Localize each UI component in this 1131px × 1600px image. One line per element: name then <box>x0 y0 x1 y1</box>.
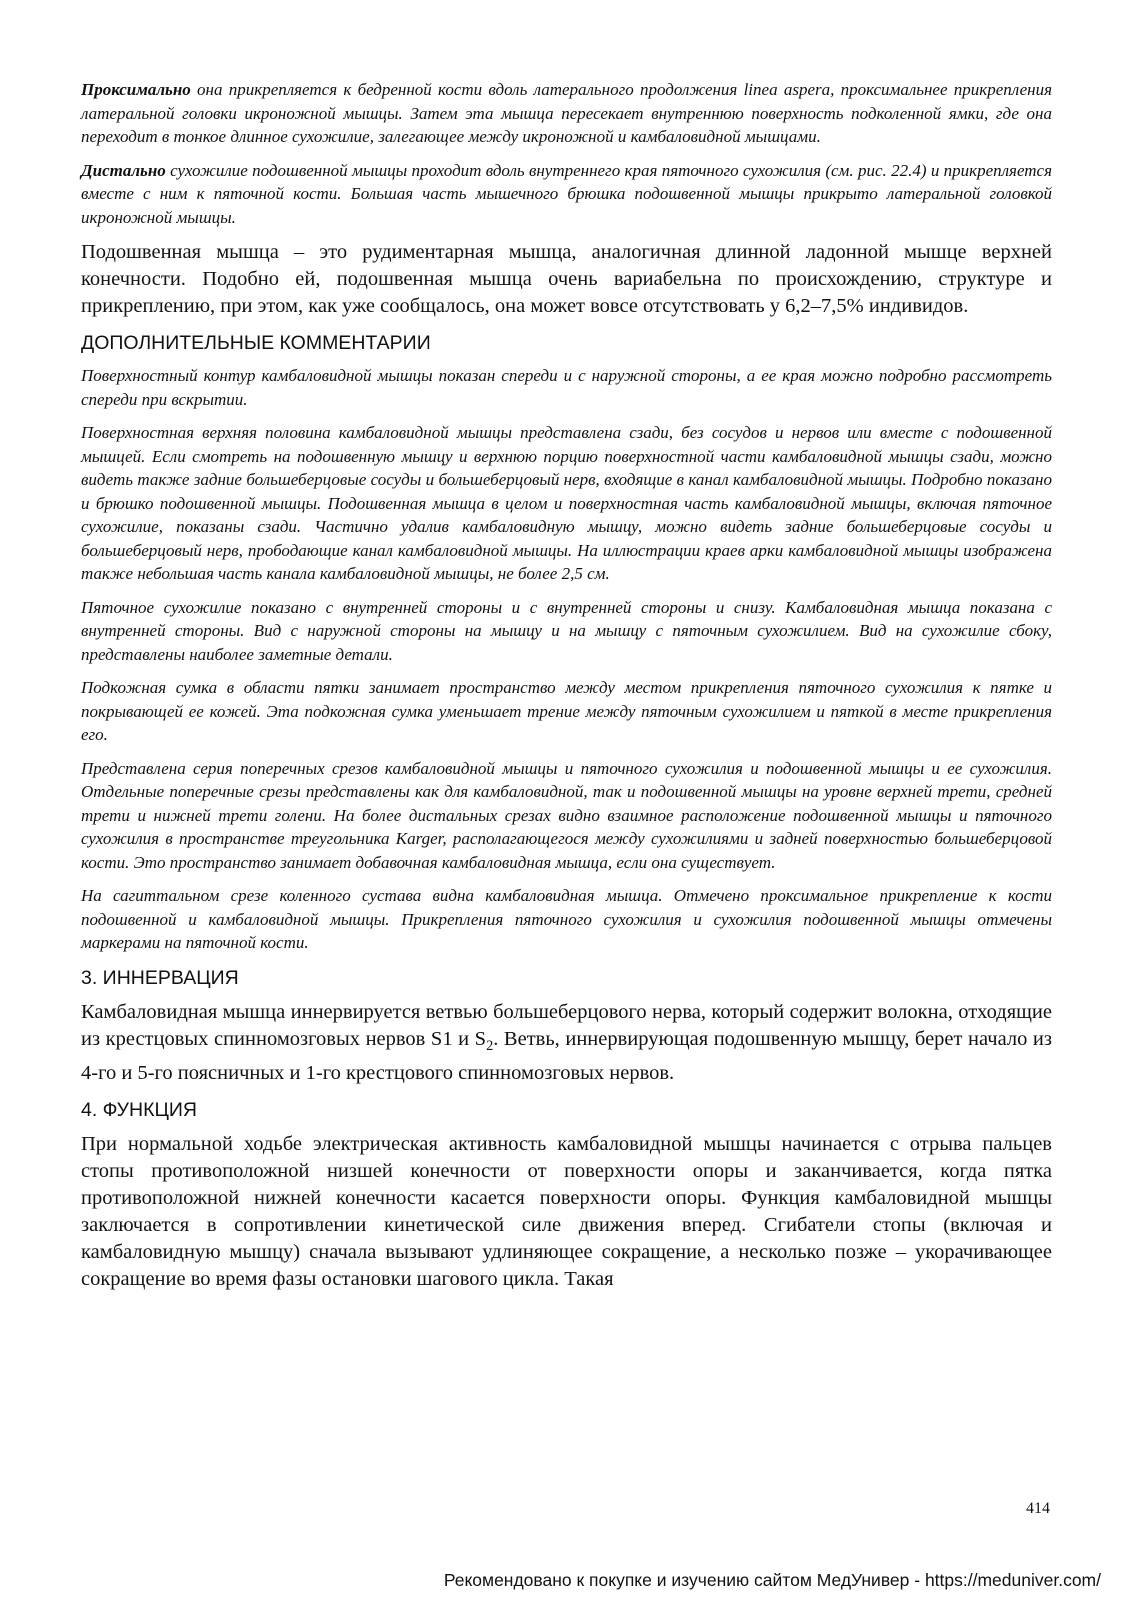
footer-recommendation: Рекомендовано к покупке и изучению сайтом МедУнивер - https://meduniver.com/ <box>443 1570 1101 1590</box>
document-page <box>81 78 1052 1303</box>
comment-6: На сагиттальном срезе коленного сустава видна камбаловидная мышца. Отмечено проксимальное прикрепление к кости подошвенной и камбаловидной мышцы. Прикрепления пяточного сухожилия и сухожилия подошвенной мышцы отмечены маркерами на пяточной кости. <box>81 886 1052 952</box>
innervation-text-a: Камбаловидная мышца иннервируется ветвью большеберцового нерва, который содержит волокна, отходящие из крестцовых спинномозговых нервов S1 и S <box>81 1000 1052 1050</box>
paragraph-distal <box>81 159 1052 230</box>
heading-innervation: 3. ИННЕРВАЦИЯ <box>81 966 239 989</box>
paragraph-function: При нормальной ходьбе электрическая активность камбаловидной мышцы начинается с отрыва пальцев стопы противоположной низшей конечности от поверхности опоры и заканчивается, когда пятка противоположной нижней конечности касается поверхности опоры. Функция камбаловидной мышцы заключается в сопротивлении кинетической силе движения вперед. Сгибатели стопы (включая и камбаловидную мышцу) сначала вызывают удлиняющее сокращение, а несколько позже – укорачивающее сокращение во время фазы остановки шагового цикла. Такая <box>81 1132 1052 1290</box>
paragraph-plantaris: Подошвенная мышца – это рудиментарная мышца, аналогичная длинной ладонной мышце верхней конечности. Подобно ей, подошвенная мышца очень вариабельна по происхождению, структуре и прикреплению, при этом, как уже сообщалось, она может вовсе отсутствовать у 6,2–7,5% индивидов. <box>81 241 1052 317</box>
paragraph-proximal <box>81 78 1052 149</box>
comment-2: Поверхностная верхняя половина камбаловидной мышцы представлена сзади, без сосудов и нервов или вместе с подошвенной мышцей. Если смотреть на подошвенную мышцу и верхнюю порцию поверхностной части камбаловидной мышцы сзади, можно видеть также задние большеберцовые сосуды и большеберцовый нерв, входящие в канал камбаловидной мышцы. Подробно показано и брюшко подошвенной мышцы. Подошвенная мышца в целом и поверхностная часть камбаловидной мышцы, включая пяточное сухожилие, показаны сзади. Частично удалив камбаловидную мышцу, можно видеть задние большеберцовые сосуды и большеберцовый нерв, прободающие канал камбаловидной мышцы. На иллюстрации краев арки камбаловидной мышцы изображена также небольшая часть канала камбаловидной мышцы, не более 2,5 см. <box>81 423 1052 583</box>
comment-1: Поверхностный контур камбаловидной мышцы показан спереди и с наружной стороны, а ее края можно подробно рассмотреть спереди при вскрытии. <box>81 366 1052 409</box>
comment-5: Представлена серия поперечных срезов камбаловидной мышцы и пяточного сухожилия и подошвенной мышцы и ее сухожилия. Отдельные поперечные срезы представлены как для камбаловидной, так и подошвенной мышцы на уровне верхней трети, средней трети и нижней трети голени. На более дистальных срезах видно взаимное расположение подошвенной мышцы и пяточного сухожилия в пространстве треугольника Karger, располагающегося между сухожилиями и задней поверхностью большеберцовой кости. Это пространство занимает добавочная камбаловидная мышца, если она существует. <box>81 758 1052 872</box>
lead-distal: Дистально <box>81 160 166 180</box>
text-distal: сухожилие подошвенной мышцы проходит вдоль внутреннего края пяточного сухожилия (см. рис. 22.4) и прикрепляется вместе с ним к пяточной кости. Большая часть мышечного брюшка подошвенной мышцы прикрыто латеральной головкой икроножной мышцы. <box>81 160 1052 227</box>
heading-additional-comments: ДОПОЛНИТЕЛЬНЫЕ КОММЕНТАРИИ <box>81 332 431 354</box>
paragraph-innervation <box>81 999 1052 1087</box>
innervation-subscript: 2 <box>486 1037 494 1054</box>
text-proximal: она прикрепляется к бедренной кости вдоль латерального продолжения linea aspera, проксимальнее прикрепления латеральной головки икроножной мышцы. Затем эта мышца пересекает внутреннюю поверхность подколенной ямки, где она переходит в тонкое длинное сухожилие, залегающее между икроножной и камбаловидной мышцами. <box>81 80 1052 146</box>
lead-proximal: Проксимально <box>81 80 191 99</box>
comment-3: Пяточное сухожилие показано с внутренней стороны и с внутренней стороны и снизу. Камбаловидная мышца показана с внутренней стороны. Вид с наружной стороны на мышцу и на мышцу с пяточным сухожилием. Вид на сухожилие сбоку, представлены наиболее заметные детали. <box>81 597 1052 664</box>
heading-function: 4. ФУНКЦИЯ <box>81 1098 197 1121</box>
comment-4: Подкожная сумка в области пятки занимает пространство между местом прикрепления пяточного сухожилия к пятке и покрывающей ее кожей. Эта подкожная сумка уменьшает трение между пяточным сухожилием и пяткой в месте прикрепления его. <box>81 678 1052 744</box>
innervation-text-b: . Ветвь, иннервирующая подошвенную мышцу, берет начало из 4-го и 5-го поясничных и 1-го крестцового спинномозговых нервов. <box>81 1027 1052 1084</box>
page-number: 414 <box>1026 1500 1050 1517</box>
